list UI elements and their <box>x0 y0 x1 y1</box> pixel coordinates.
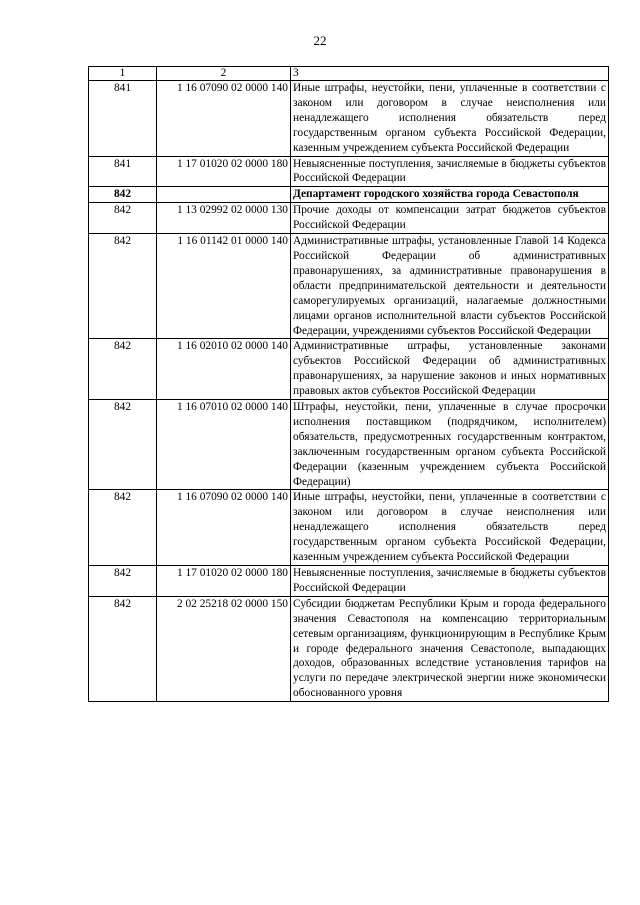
header-col-2: 2 <box>157 67 291 81</box>
table-row <box>89 81 609 157</box>
admin-code-cell: 842 <box>89 566 157 597</box>
budget-code-cell: 1 17 01020 02 0000 180 <box>157 566 291 597</box>
table-row <box>89 203 609 234</box>
admin-code-cell: 842 <box>89 490 157 566</box>
header-col-3: 3 <box>291 67 609 81</box>
budget-code-cell: 2 02 25218 02 0000 150 <box>157 596 291 701</box>
admin-code-cell: 842 <box>89 339 157 400</box>
budget-code-cell: 1 16 07090 02 0000 140 <box>157 81 291 157</box>
admin-code-cell: 842 <box>89 234 157 339</box>
admin-code-cell: 842 <box>89 596 157 701</box>
header-col-1: 1 <box>89 67 157 81</box>
table-body <box>89 67 609 702</box>
table-row <box>89 339 609 400</box>
budget-code-cell: 1 16 07090 02 0000 140 <box>157 490 291 566</box>
budget-code-cell: 1 17 01020 02 0000 180 <box>157 156 291 187</box>
revenue-codes-table <box>88 66 609 702</box>
description-cell: Субсидии бюджетам Республики Крым и города федерального значения Севастополя на компенсацию территориальным сетевым организациям, функционирующим в Республике Крым и городе федерального значения Севастополе, выпадающих доходов, образованных вследствие установления тарифов на услуги по передаче электрической энергии ниже экономически обоснованного уровня <box>291 596 609 701</box>
admin-code-cell: 841 <box>89 81 157 157</box>
table-row <box>89 156 609 187</box>
description-cell: Иные штрафы, неустойки, пени, уплаченные в соответствии с законом или договором в случае неисполнения или ненадлежащего исполнения обязательств перед государственным органом субъекта Российской Федерации, казенным учреждением субъекта Российской Федерации <box>291 490 609 566</box>
admin-code-cell: 841 <box>89 156 157 187</box>
table-row <box>89 566 609 597</box>
description-cell: Штрафы, неустойки, пени, уплаченные в случае просрочки исполнения поставщиком (подрядчиком, исполнителем) обязательств, предусмотренных государственным контрактом, заключенным государственным органом субъекта Российской Федерации (казенным учреждением субъекта Российской Федерации) <box>291 400 609 490</box>
budget-code-cell: 1 13 02992 02 0000 130 <box>157 203 291 234</box>
budget-code-cell: 1 16 07010 02 0000 140 <box>157 400 291 490</box>
page-number: 22 <box>313 33 327 48</box>
description-cell: Прочие доходы от компенсации затрат бюджетов субъектов Российской Федерации <box>291 203 609 234</box>
description-cell: Невыясненные поступления, зачисляемые в бюджеты субъектов Российской Федерации <box>291 566 609 597</box>
table-row <box>89 596 609 701</box>
budget-code-cell: 1 16 01142 01 0000 140 <box>157 234 291 339</box>
description-cell: Административные штрафы, установленные Главой 14 Кодекса Российской Федерации об административных правонарушениях, за административные правонарушения в области предпринимательской деятельности и деятельности саморегулируемых организаций, налагаемые должностными лицами органов исполнительной власти субъектов Российской Федерации, учреждениями субъектов Российской Федерации <box>291 234 609 339</box>
table-row <box>89 490 609 566</box>
table-row <box>89 234 609 339</box>
description-cell: Административные штрафы, установленные законами субъектов Российской Федерации об административных правонарушениях, за нарушение законов и иных нормативных правовых актов субъектов Российской Федерации <box>291 339 609 400</box>
budget-code-cell <box>157 187 291 203</box>
description-cell: Невыясненные поступления, зачисляемые в бюджеты субъектов Российской Федерации <box>291 156 609 187</box>
admin-code-cell: 842 <box>89 400 157 490</box>
table-row <box>89 187 609 203</box>
table-row <box>89 400 609 490</box>
table-header-row <box>89 67 609 81</box>
description-cell: Департамент городского хозяйства города Севастополя <box>291 187 609 203</box>
budget-code-cell: 1 16 02010 02 0000 140 <box>157 339 291 400</box>
description-cell: Иные штрафы, неустойки, пени, уплаченные в соответствии с законом или договором в случае неисполнения или ненадлежащего исполнения обязательств перед государственным органом субъекта Российской Федерации, казенным учреждением субъекта Российской Федерации <box>291 81 609 157</box>
admin-code-cell: 842 <box>89 187 157 203</box>
admin-code-cell: 842 <box>89 203 157 234</box>
